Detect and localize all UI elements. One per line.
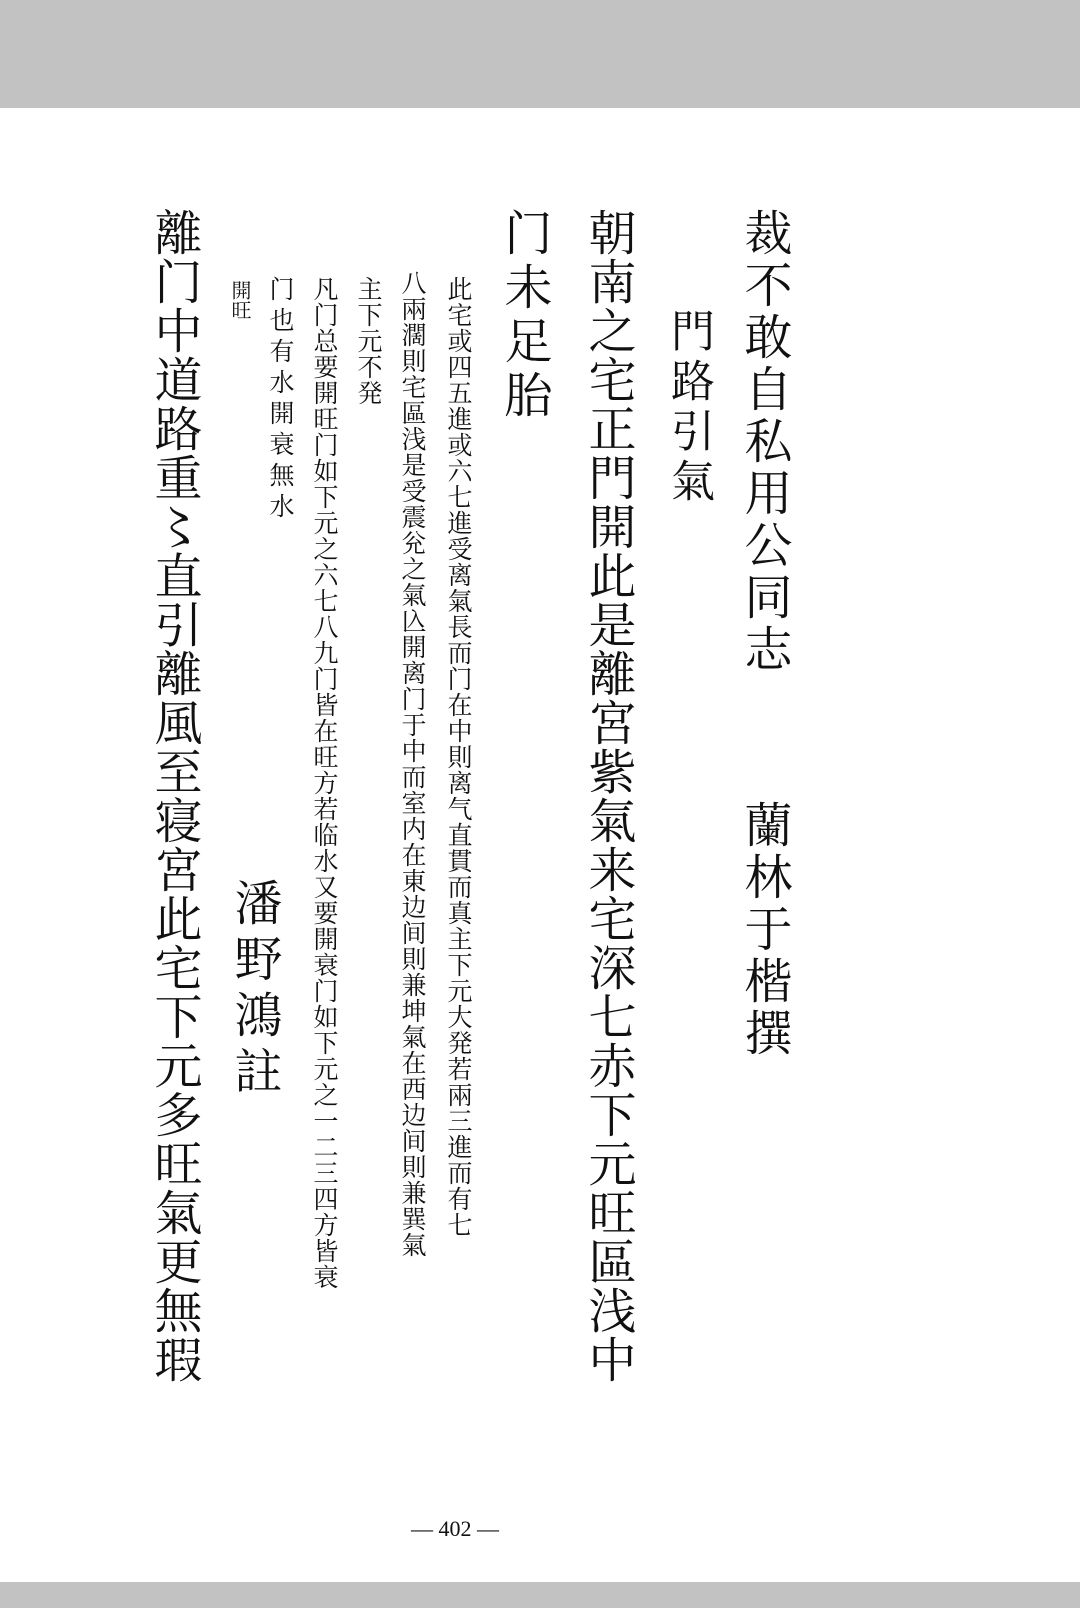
main-text-line-2: 门未足胎 (496, 208, 552, 424)
verse-line: 離门中道路重〻直引離風至寝宮此宅下元多旺氣更無瑕 (146, 208, 202, 1384)
section-title: 門路引氣 (663, 308, 714, 508)
commentary-line-4: 凡门总要開旺门如下元之六七八九门皆在旺方若临水又要開衰门如下元之一二三四方皆衰 (310, 276, 339, 1290)
top-margin-bar (0, 0, 1080, 108)
annotator-credit: 潘野鴻註 (226, 878, 282, 1102)
commentary-line-2: 八兩濶則宅區浅是受震兊之氣兦開离门于中而室内在東边间則兼坤氣在西边间則兼巽氣 (398, 270, 427, 1258)
bottom-margin-bar (0, 1582, 1080, 1608)
commentary-line-1: 此宅或四五進或六七進受离氣長而门在中則离气直貫而真主下元大発若兩三進而有七 (444, 276, 473, 1238)
book-title: 裁不敢自私用公同志 (736, 208, 792, 676)
commentary-line-5: 门也有水開衰無水 (266, 276, 295, 524)
document-page (0, 108, 1080, 1582)
main-text-line-1: 朝南之宅正門開此是離宮紫氣来宅深七赤下元旺區浅中 (580, 208, 636, 1384)
author-line: 蘭林于楷撰 (736, 800, 792, 1060)
commentary-line-6: 開旺 (228, 280, 252, 320)
commentary-line-3: 主下元不発 (354, 276, 383, 406)
page-number: — 402 — (411, 1516, 499, 1541)
